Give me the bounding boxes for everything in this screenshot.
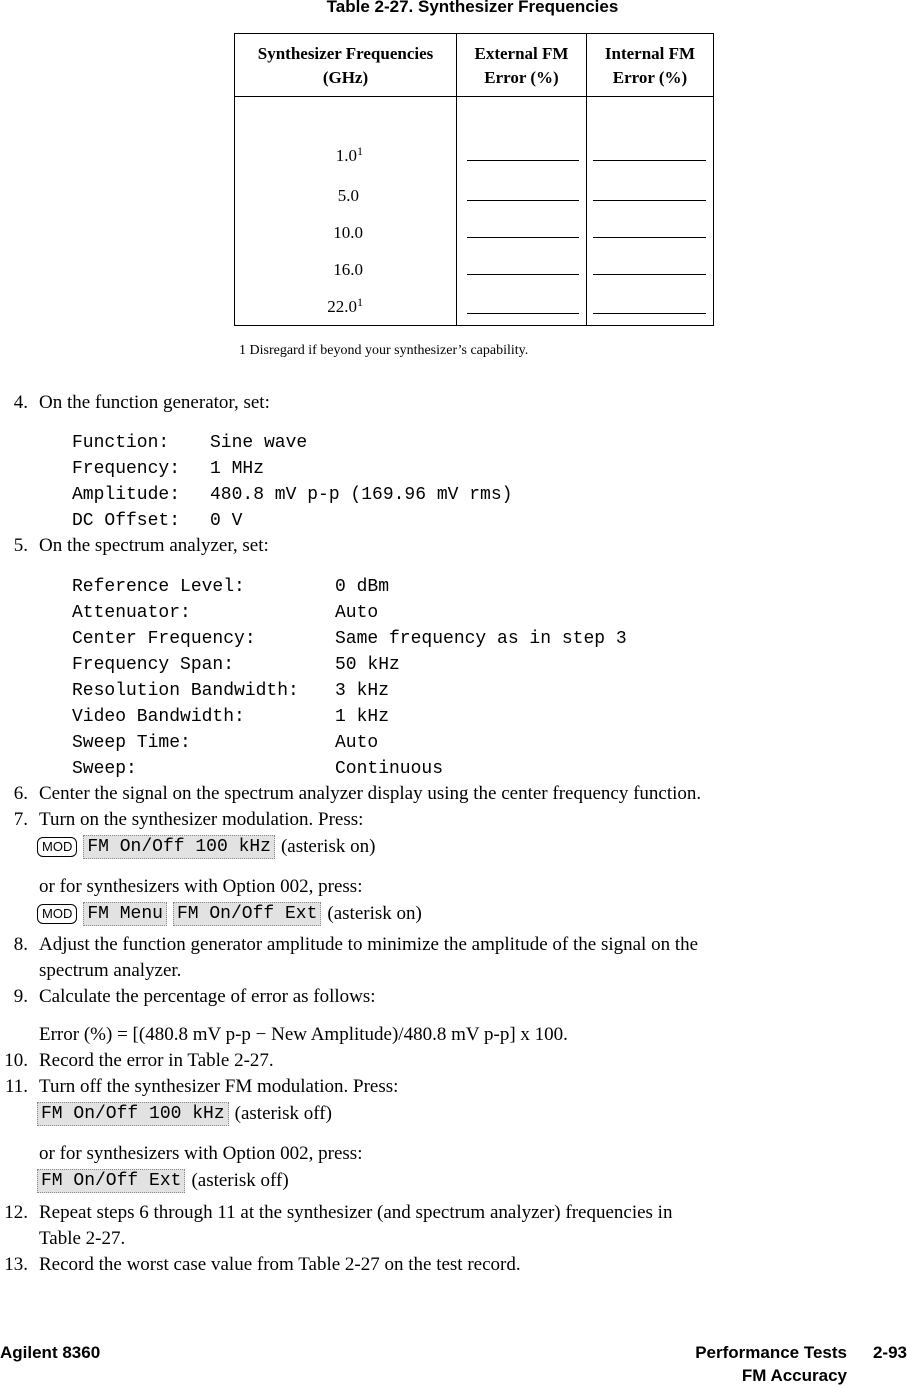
external-fm-entry[interactable] bbox=[467, 274, 579, 275]
internal-fm-entry[interactable] bbox=[593, 200, 706, 201]
step-text: Record the worst case value from Table 2-27 on the test record. bbox=[39, 1254, 521, 1275]
step-text: On the spectrum analyzer, set: bbox=[39, 535, 269, 556]
fm-menu-softkey[interactable]: FM Menu bbox=[83, 902, 167, 926]
step-number: 4. bbox=[13, 392, 28, 413]
internal-fm-entry[interactable] bbox=[593, 237, 706, 238]
external-fm-entry[interactable] bbox=[467, 160, 579, 161]
step-text: On the function generator, set: bbox=[39, 392, 270, 413]
option-note: or for synthesizers with Option 002, press: bbox=[39, 876, 363, 897]
table-title: Table 2-27. Synthesizer Frequencies bbox=[326, 0, 619, 16]
step-number: 5. bbox=[13, 535, 28, 556]
header-internal-fm-error: Internal FM Error (%) bbox=[604, 44, 696, 87]
mod-hardkey[interactable]: MOD bbox=[37, 904, 77, 924]
internal-fm-entry[interactable] bbox=[593, 160, 706, 161]
key-sequence bbox=[37, 1102, 332, 1126]
fm-on-off-ext-softkey[interactable]: FM On/Off Ext bbox=[37, 1169, 185, 1193]
step-number: 6. bbox=[13, 783, 28, 804]
internal-fm-entry[interactable] bbox=[593, 274, 706, 275]
frequency-cell: $1.0^1$ bbox=[335, 144, 363, 165]
step-number: 9. bbox=[13, 986, 28, 1007]
step-text: Calculate the percentage of error as follows: bbox=[39, 986, 376, 1007]
external-fm-entry[interactable] bbox=[467, 313, 579, 314]
table-footnote: 1 Disregard if beyond your synthesizer’s capability. bbox=[239, 343, 529, 358]
step-text: Adjust the function generator amplitude to minimize the amplitude of the signal on the bbox=[39, 934, 699, 955]
function-generator-settings: Function: Sine wave Frequency: 1 MHz Amplitude: 480.8 mV p-p (169.96 mV rms) DC Offset: 0 V bbox=[72, 433, 513, 531]
key-sequence bbox=[37, 835, 375, 859]
internal-fm-entry[interactable] bbox=[593, 313, 706, 314]
step-number: 11. bbox=[4, 1076, 28, 1097]
softkey-note: (asterisk on) bbox=[280, 836, 376, 857]
step-number: 8. bbox=[13, 934, 28, 955]
footer-product: Agilent 8360 bbox=[0, 1343, 101, 1362]
option-note: or for synthesizers with Option 002, press: bbox=[39, 1143, 363, 1164]
softkey-note: (asterisk off) bbox=[234, 1103, 332, 1124]
step-number: 12. bbox=[4, 1202, 28, 1223]
mod-hardkey[interactable]: MOD bbox=[37, 837, 77, 857]
spectrum-analyzer-settings: Reference Level: 0 dBm Attenuator: Auto Center Frequency: Same frequency as in step 3 Frequency Span: 50 kHz Resolution Bandwidth: 3 kHz Video Bandwidth: 1 kHz Sweep Time: Auto Sweep: Continuous bbox=[72, 577, 627, 779]
frequency-cell: 5.0 bbox=[337, 186, 359, 205]
step-text: spectrum analyzer. bbox=[39, 960, 182, 981]
fm-on-off-100khz-softkey[interactable]: FM On/Off 100 kHz bbox=[37, 1102, 229, 1126]
frequency-cell: 22.0$^1$ bbox=[327, 295, 363, 316]
step-text: Center the signal on the spectrum analyzer display using the center frequency function. bbox=[39, 783, 702, 804]
step-text: Record the error in Table 2-27. bbox=[39, 1050, 274, 1071]
error-formula: Error (%) = [(480.8 mV p-p − New Amplitude)/480.8 mV p-p] x 100. bbox=[39, 1024, 568, 1045]
step-text: Turn on the synthesizer modulation. Press: bbox=[39, 809, 364, 830]
key-sequence bbox=[37, 902, 422, 926]
fm-on-off-100khz-softkey[interactable]: FM On/Off 100 kHz bbox=[83, 835, 275, 859]
footer-page-number: 2-93 bbox=[872, 1343, 907, 1362]
key-sequence bbox=[37, 1169, 289, 1193]
frequency-cell: 16.0 bbox=[333, 260, 363, 279]
softkey-note: (asterisk on) bbox=[327, 903, 422, 924]
footer-section: FM Accuracy bbox=[741, 1366, 847, 1385]
step-text: Turn off the synthesizer FM modulation. Press: bbox=[39, 1076, 399, 1097]
step-number: 10. bbox=[4, 1050, 28, 1071]
step-text: Table 2-27. bbox=[39, 1228, 126, 1249]
external-fm-entry[interactable] bbox=[467, 200, 579, 201]
header-external-fm-error: External FM Error (%) bbox=[474, 44, 569, 87]
synthesizer-frequencies-table bbox=[234, 33, 714, 326]
frequency-cell: 10.0 bbox=[333, 223, 363, 242]
header-synthesizer-frequencies: Synthesizer Frequencies (GHz) bbox=[257, 44, 434, 87]
footer-chapter: Performance Tests bbox=[695, 1343, 847, 1362]
step-number: 7. bbox=[13, 809, 28, 830]
fm-on-off-ext-softkey[interactable]: FM On/Off Ext bbox=[173, 902, 321, 926]
external-fm-entry[interactable] bbox=[467, 237, 579, 238]
step-text: Repeat steps 6 through 11 at the synthesizer (and spectrum analyzer) frequencies in bbox=[39, 1202, 673, 1223]
step-number: 13. bbox=[4, 1254, 28, 1275]
softkey-note: (asterisk off) bbox=[191, 1170, 289, 1191]
